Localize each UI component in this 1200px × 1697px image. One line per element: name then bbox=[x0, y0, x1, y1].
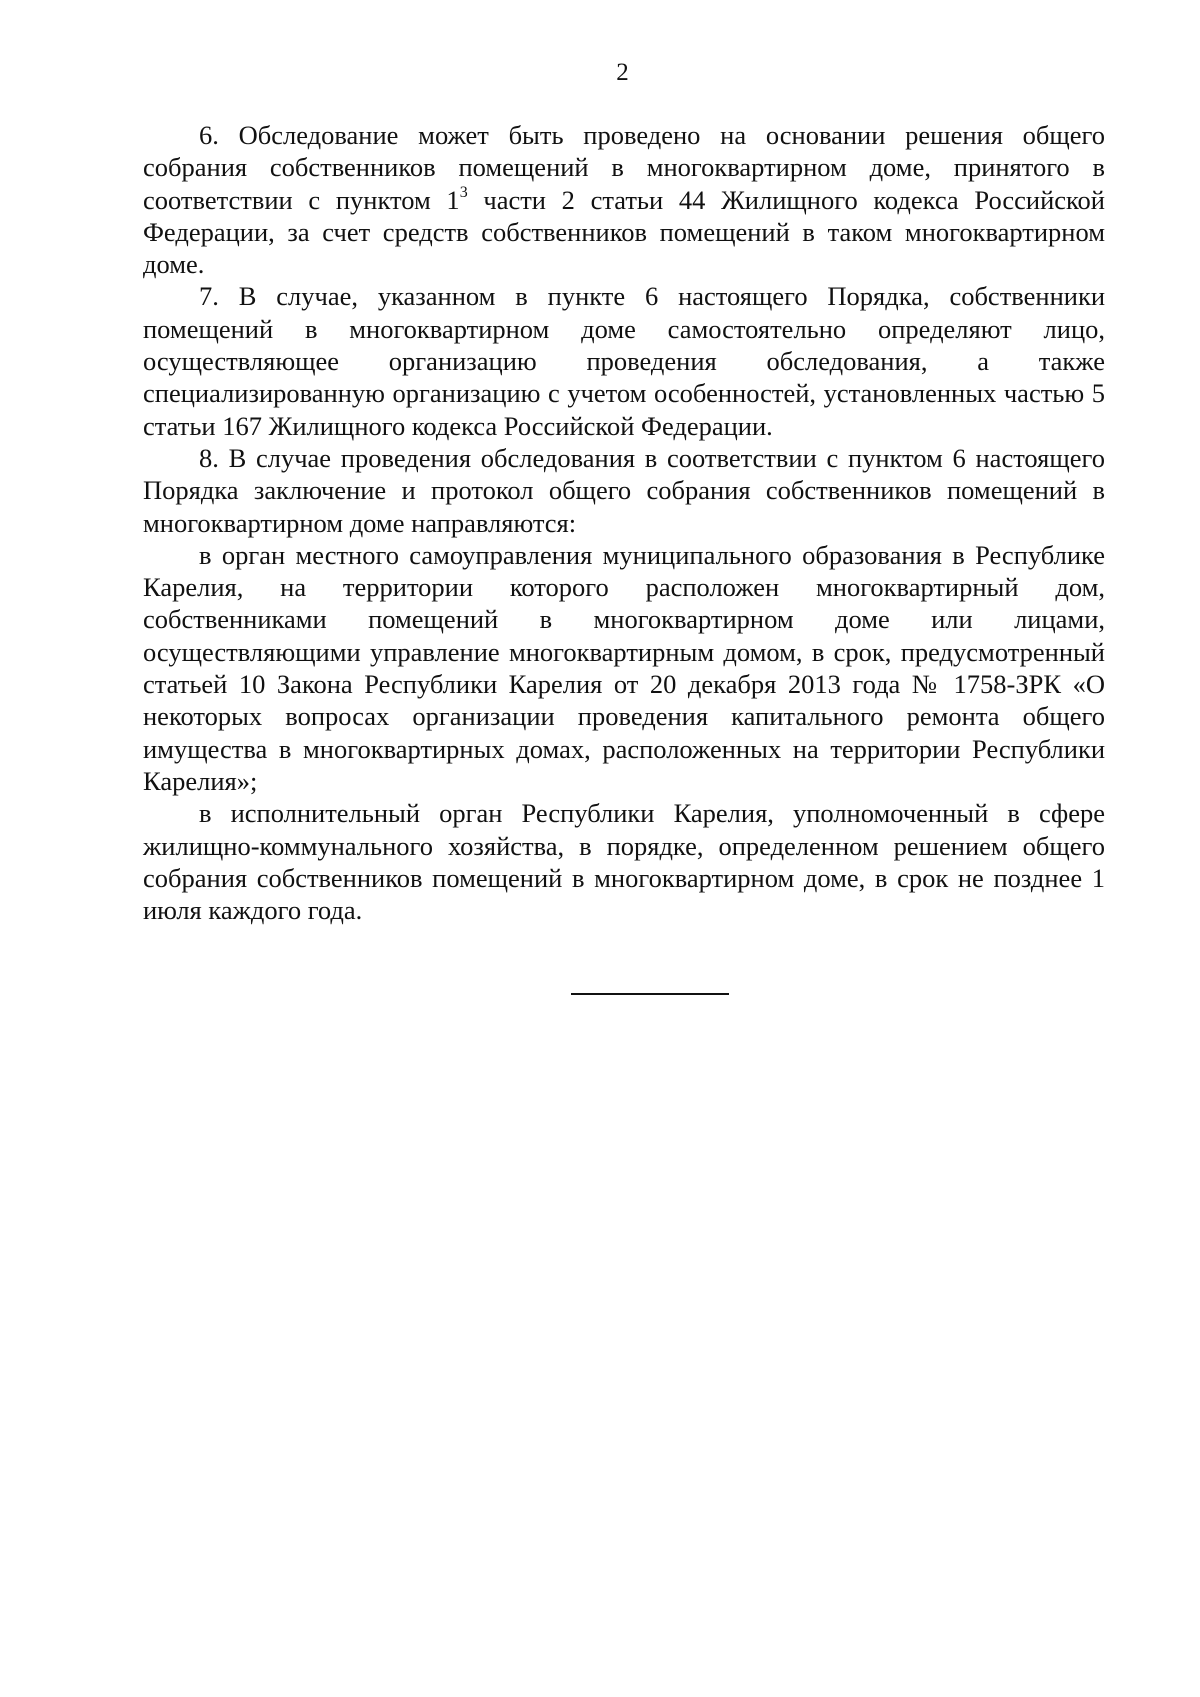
end-of-document-rule bbox=[571, 993, 729, 995]
paragraph-6 bbox=[143, 119, 1105, 280]
paragraph-6-superscript: 3 bbox=[459, 183, 468, 201]
paragraph-6-text-end: части 2 статьи 44 Жилищного кодекса Российской Федерации, за счет средств собственников помещений в таком многоквартирном доме. bbox=[143, 184, 1105, 280]
paragraph-8-recipient-local-government: в орган местного самоуправления муниципального образования в Республике Карелия, на территории которого расположен многоквартирный дом, собственниками помещений в многоквартирном доме или лицами, осуществляющими управление многоквартирным домом, в срок, предусмотренный статьей 10 Закона Республики Карелия от 20 декабря 2013 года № 1758-ЗРК «О некоторых вопросах организации проведения капитального ремонта общего имущества в многоквартирных домах, расположенных на территории Республики Карелия»; bbox=[143, 539, 1105, 796]
paragraph-6-text-start: 6. Обследование может быть проведено на основании решения общего собрания собственников помещений в многоквартирном доме, принятого в соответствии с пунктом 1 bbox=[143, 120, 1105, 215]
page-number: 2 bbox=[616, 59, 629, 86]
paragraph-8: 8. В случае проведения обследования в соответствии с пунктом 6 настоящего Порядка заключение и протокол общего собрания собственников помещений в многоквартирном доме направляются: bbox=[143, 442, 1105, 538]
paragraph-8-recipient-executive-body: в исполнительный орган Республики Карелия, уполномоченный в сфере жилищно-коммунального хозяйства, в порядке, определенном решением общего собрания собственников помещений в многоквартирном доме, в срок не позднее 1 июля каждого года. bbox=[143, 798, 1105, 926]
document-body bbox=[143, 119, 1105, 926]
paragraph-7: 7. В случае, указанном в пункте 6 настоящего Порядка, собственники помещений в многоквартирном доме самостоятельно определяют лицо, осуществляющее организацию проведения обследования, а также специализированную организацию с учетом особенностей, установленных частью 5 статьи 167 Жилищного кодекса Российской Федерации. bbox=[143, 281, 1105, 441]
